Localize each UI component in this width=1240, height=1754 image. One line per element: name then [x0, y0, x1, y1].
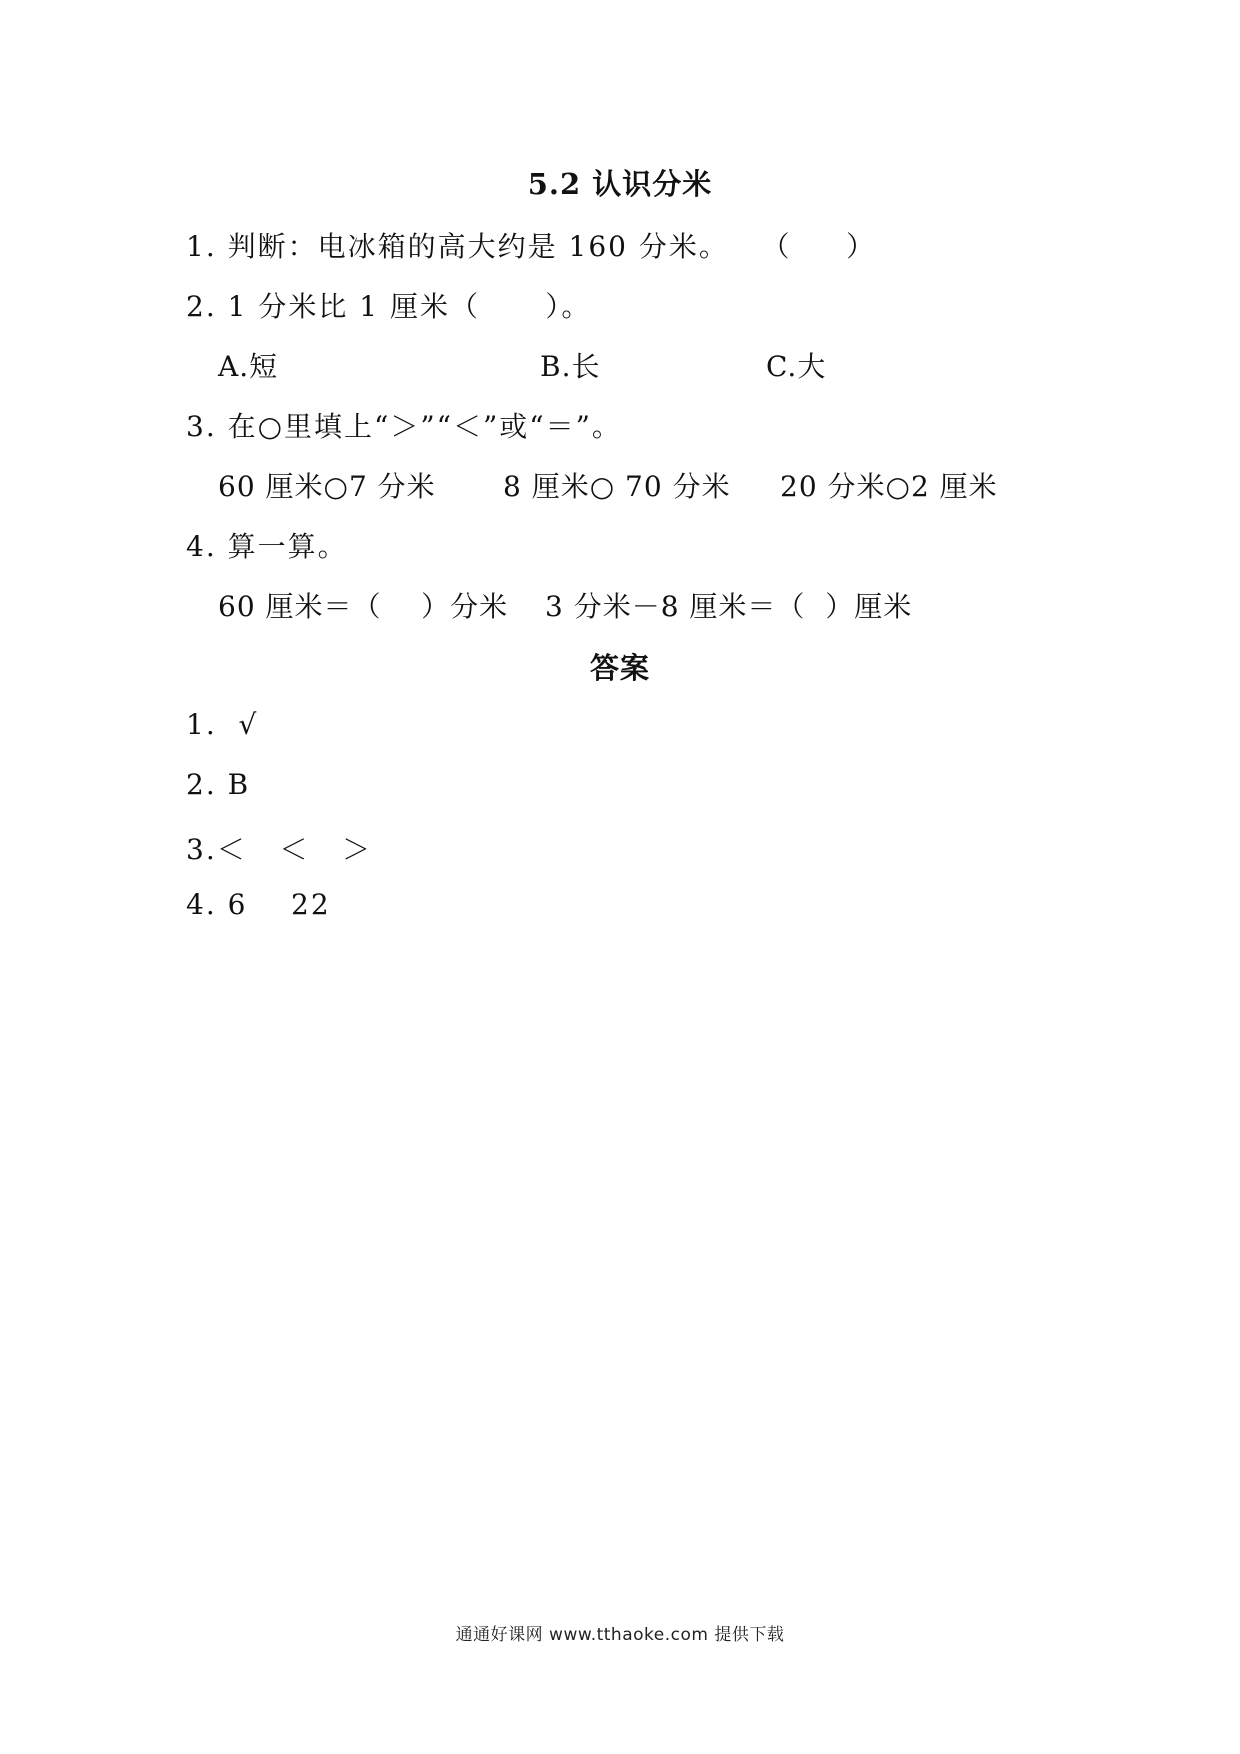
answer-3: 3.＜ ＜ ＞ — [186, 833, 373, 866]
question-4: 4. 算一算。 — [186, 530, 348, 563]
question-2-option-c: C.大 — [766, 350, 827, 383]
question-2-option-b: B.长 — [540, 350, 601, 383]
answers-heading: 答案 — [589, 651, 650, 685]
question-2-option-a: A.短 — [218, 350, 279, 383]
question-3-item-1: 60 厘米○7 分米 — [218, 470, 436, 503]
question-4-item-1: 60 厘米＝（ ）分米 — [218, 590, 509, 623]
answer-2: 2. B — [186, 768, 251, 801]
question-3: 3. 在○里填上“＞”“＜”或“＝”。 — [186, 410, 622, 443]
answer-1: 1. √ — [186, 708, 259, 741]
question-1: 1. 判断：电冰箱的高大约是 160 分米。 （ ） — [186, 230, 877, 263]
answer-4: 4. 6 22 — [186, 888, 331, 921]
question-2: 2. 1 分米比 1 厘米（ ）。 — [186, 290, 592, 323]
question-3-item-2: 8 厘米○ 70 分米 — [503, 470, 731, 503]
page-title: 5.2 认识分米 — [527, 167, 713, 201]
question-4-item-2: 3 分米－8 厘米＝（ ）厘米 — [545, 590, 913, 623]
footer-source: 通通好课网 www.tthaoke.com 提供下载 — [455, 1625, 785, 1645]
question-3-item-3: 20 分米○2 厘米 — [780, 470, 998, 503]
